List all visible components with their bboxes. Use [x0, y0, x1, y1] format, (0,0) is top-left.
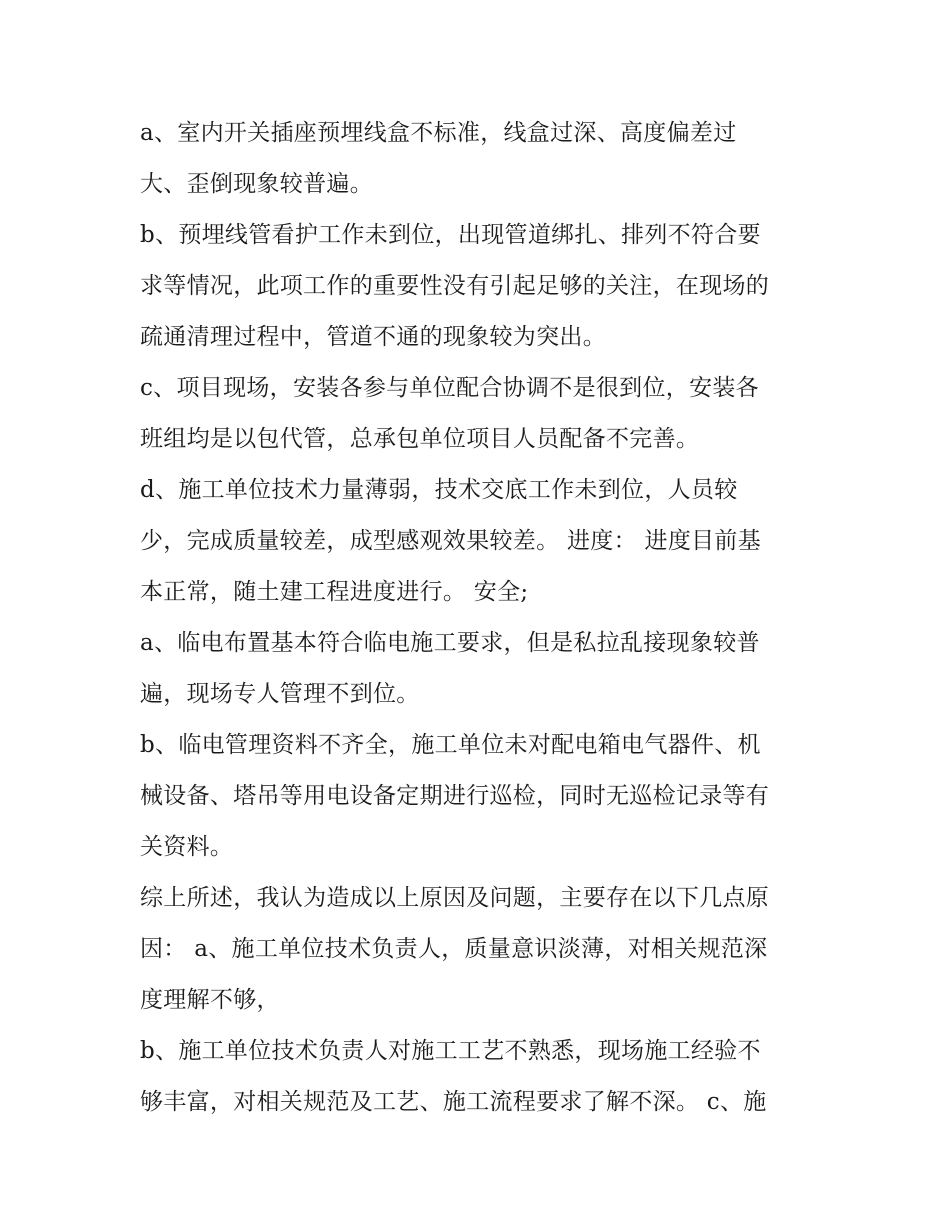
text-line: 度理解不够， — [140, 987, 280, 1013]
text-line: 关资料。 — [140, 834, 234, 860]
text-line: 遍，现场专人管理不到位。 — [140, 681, 420, 707]
text-line: b、预埋线管看护工作未到位，出现管道绑扎、排列不符合要 — [140, 222, 761, 248]
text-line: a、室内开关插座预埋线盒不标准，线盒过深、高度偏差过 — [140, 120, 737, 146]
text-line: 本正常，随土建工程进度进行。 安全; — [140, 579, 529, 605]
text-line: a、临电布置基本符合临电施工要求，但是私拉乱接现象较普 — [140, 630, 760, 656]
text-line: d、施工单位技术力量薄弱，技术交底工作未到位，人员较 — [140, 477, 738, 503]
text-line: 疏通清理过程中，管道不通的现象较为突出。 — [140, 324, 606, 350]
text-line: c、项目现场，安装各参与单位配合协调不是很到位，安装各 — [140, 375, 759, 401]
text-line: b、临电管理资料不齐全，施工单位未对配电箱电气器件、机 — [140, 732, 761, 758]
text-line: 少，完成质量较差，成型感观效果较差。 进度： 进度目前基 — [140, 528, 762, 554]
text-line: 因： a、施工单位技术负责人，质量意识淡薄，对相关规范深 — [140, 936, 768, 962]
document-body — [140, 108, 820, 1128]
text-line: 综上所述，我认为造成以上原因及问题，主要存在以下几点原 — [140, 885, 770, 911]
text-line: 求等情况，此项工作的重要性没有引起足够的关注，在现场的 — [140, 273, 770, 299]
text-line: 班组均是以包代管，总承包单位项目人员配备不完善。 — [140, 426, 700, 452]
text-line: 械设备、塔吊等用电设备定期进行巡检，同时无巡检记录等有 — [140, 783, 770, 809]
text-line: 够丰富，对相关规范及工艺、施工流程要求了解不深。 c、施 — [140, 1089, 767, 1115]
text-line: b、施工单位技术负责人对施工工艺不熟悉，现场施工经验不 — [140, 1038, 761, 1064]
text-line: 大、歪倒现象较普遍。 — [140, 171, 373, 197]
